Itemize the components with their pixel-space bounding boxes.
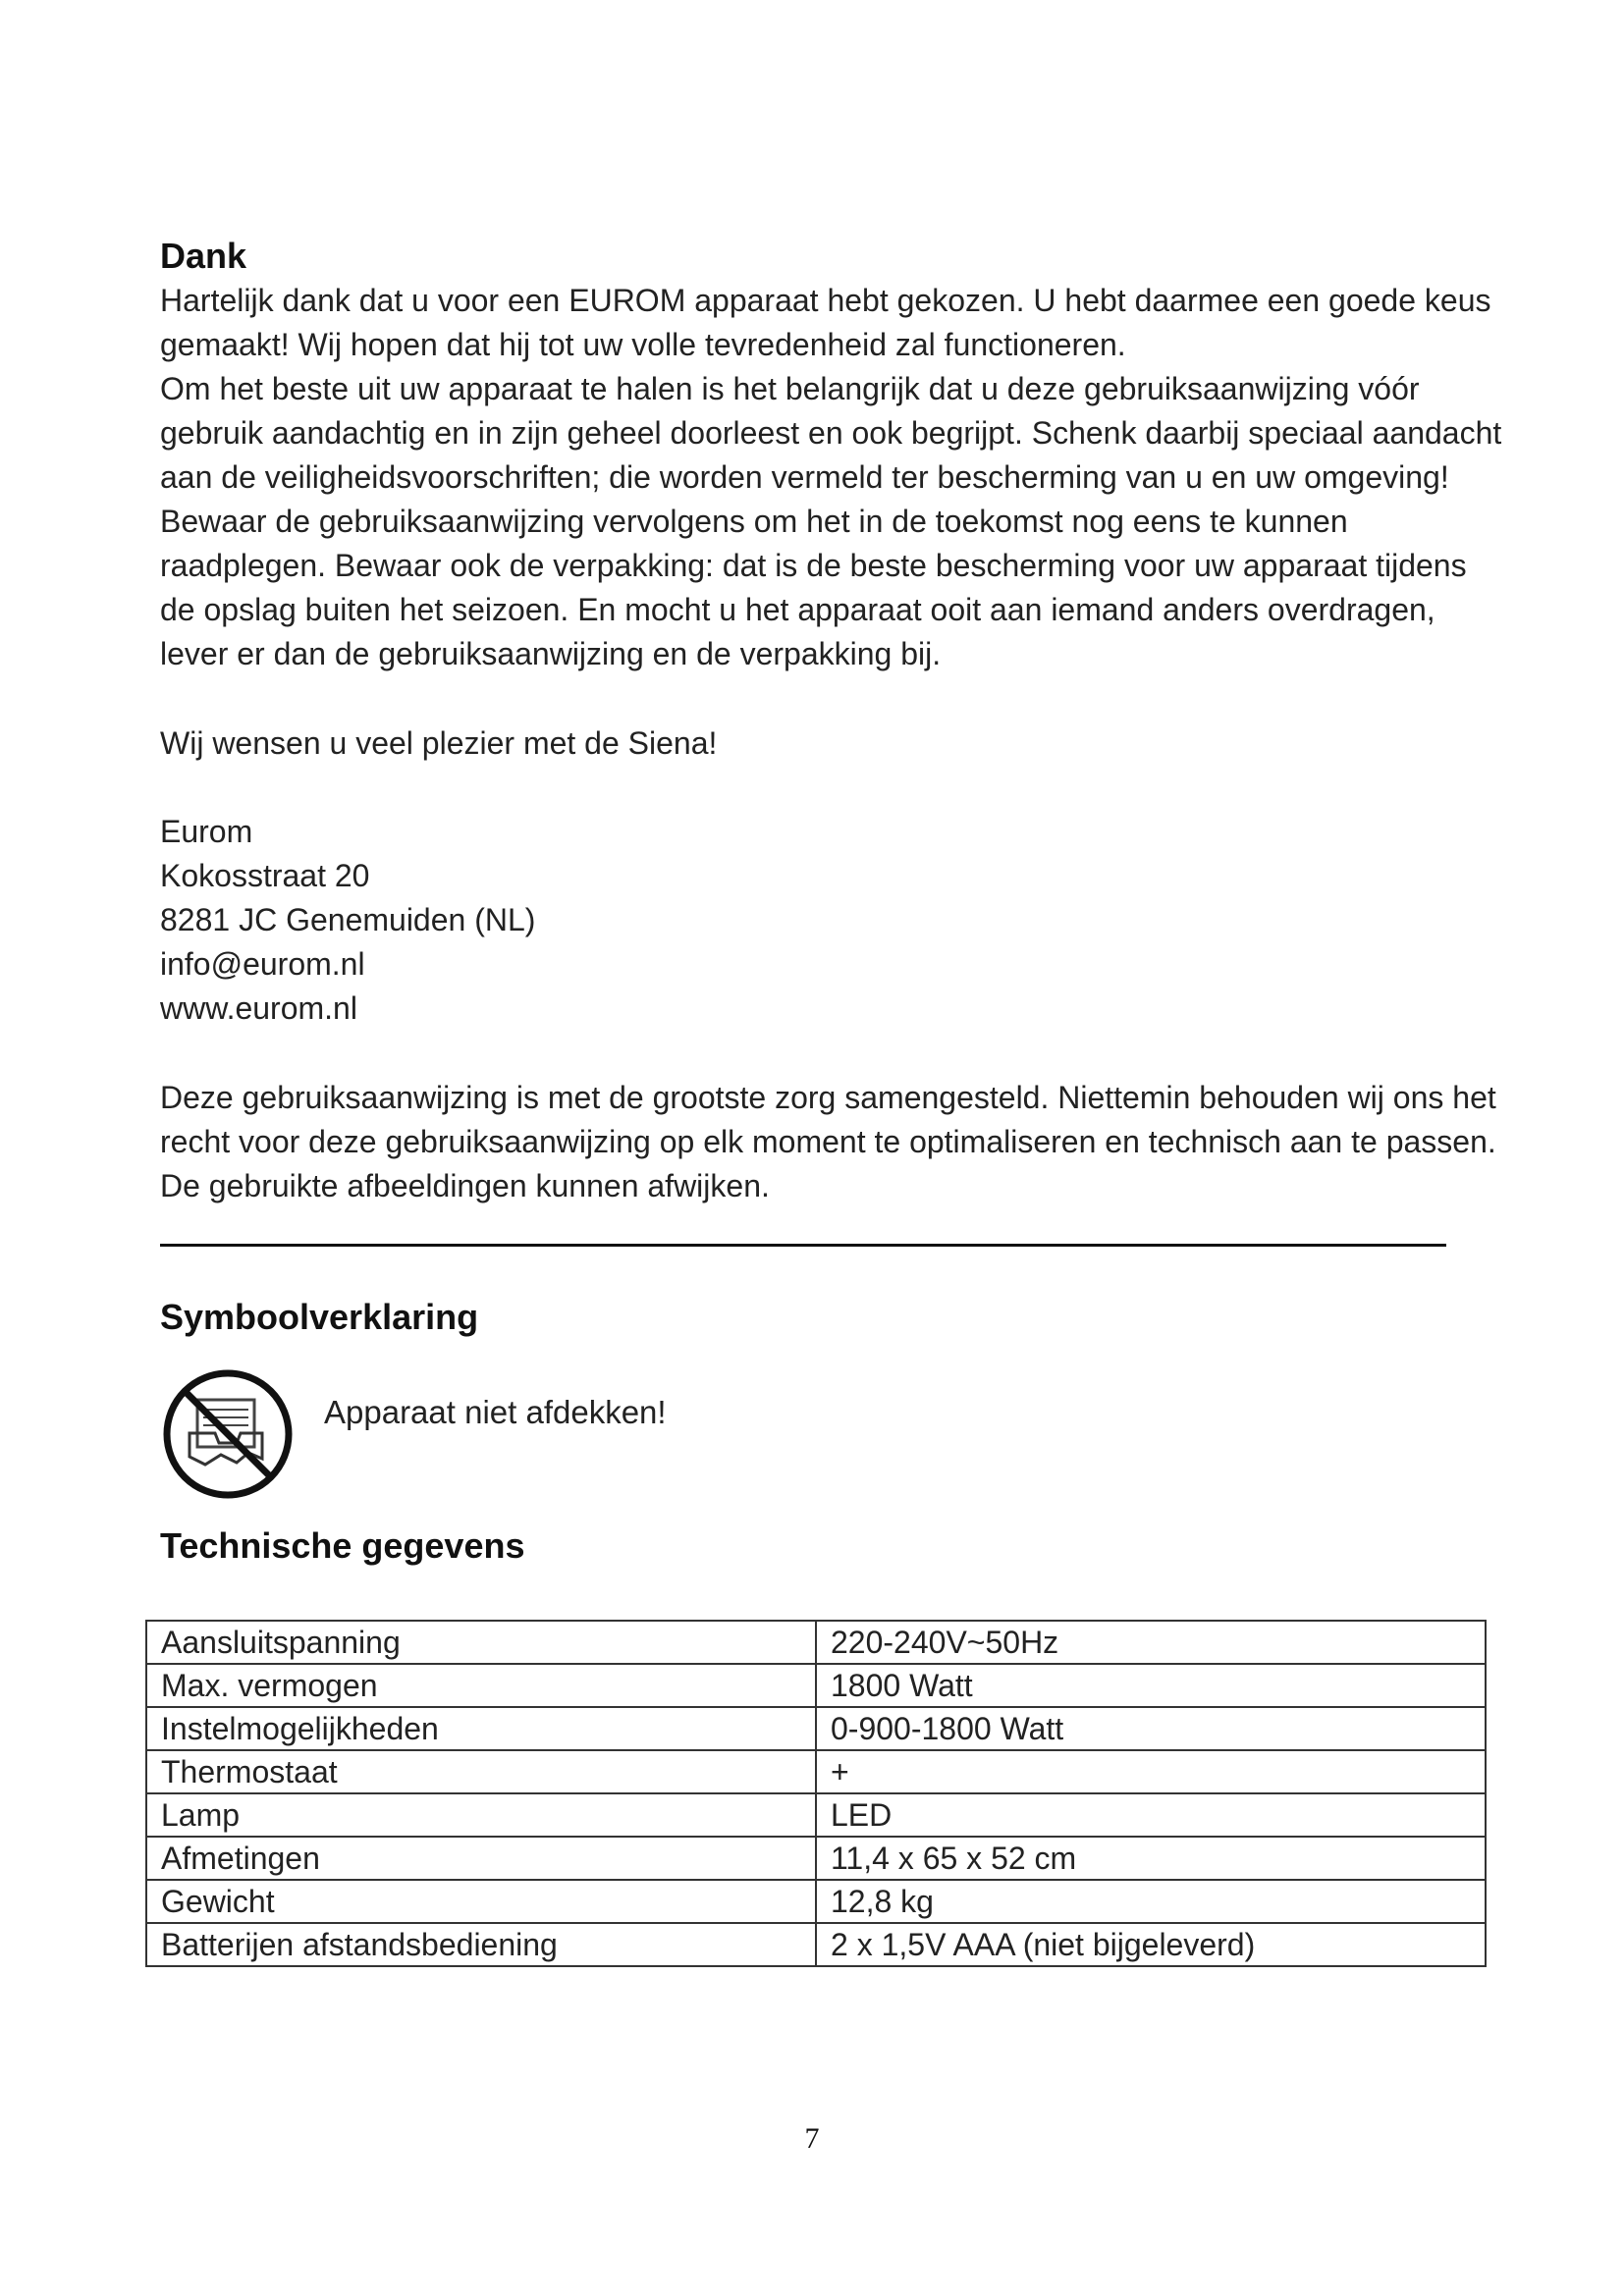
spec-label: Aansluitspanning (146, 1621, 816, 1664)
disclaimer-text: Deze gebruiksaanwijzing is met de grootste zorg samengesteld. Niettemin behouden wij ons het recht voor deze gebruiksaanwijzing op elk moment te optimaliseren en technisch aan te passen. De gebruikte afbeeldingen kunnen afwijken. (160, 1080, 1496, 1203)
table-row (146, 1707, 1486, 1750)
dank-intro-paragraph (160, 279, 1505, 676)
spec-value: 0-900-1800 Watt (816, 1707, 1486, 1750)
spec-label: Lamp (146, 1793, 816, 1837)
table-row (146, 1664, 1486, 1707)
table-row (146, 1837, 1486, 1880)
table-row (146, 1621, 1486, 1664)
dank-paragraph: Hartelijk dank dat u voor een EUROM apparaat hebt gekozen. U hebt daarmee een goede keus gemaakt! Wij hopen dat hij tot uw volle tevredenheid zal functioneren. Om het beste uit uw apparaat te halen is het belangrijk dat u deze gebruiksaanwijzing vóór gebruik aandachtig en in zijn geheel doorleest en ook begrijpt. Schenk daarbij speciaal aandacht aan de veiligheidsvoorschriften; die worden vermeld ter bescherming van u en uw omgeving! Bewaar de gebruiksaanwijzing vervolgens om het in de toekomst nog eens te kunnen raadplegen. Bewaar ook de verpakking: dat is de beste bescherming voor uw apparaat tijdens de opslag buiten het seizoen. En mocht u het apparaat ooit aan iemand anders overdragen, lever er dan de gebruiksaanwijzing en de verpakking bij. (160, 283, 1502, 671)
spec-value: 220-240V~50Hz (816, 1621, 1486, 1664)
page-number: 7 (804, 2122, 820, 2155)
spec-value: 12,8 kg (816, 1880, 1486, 1923)
spec-value: LED (816, 1793, 1486, 1837)
table-row (146, 1880, 1486, 1923)
spec-label: Gewicht (146, 1880, 816, 1923)
disclaimer-paragraph (160, 1076, 1505, 1208)
address-city: 8281 JC Genemuiden (NL) (160, 902, 536, 937)
spec-label: Afmetingen (146, 1837, 816, 1880)
address-street: Kokosstraat 20 (160, 858, 370, 893)
symbol-label-do-not-cover: Apparaat niet afdekken! (324, 1394, 667, 1430)
wish-text: Wij wensen u veel plezier met de Siena! (160, 725, 718, 761)
spec-value: 1800 Watt (816, 1664, 1486, 1707)
section-title-technical: Technische gegevens (160, 1525, 525, 1566)
address-website: www.eurom.nl (160, 990, 357, 1026)
address-company: Eurom (160, 814, 253, 849)
spec-label: Thermostaat (146, 1750, 816, 1793)
address-email: info@eurom.nl (160, 946, 365, 982)
do-not-cover-icon (160, 1366, 296, 1502)
section-title-dank: Dank (160, 236, 247, 276)
spec-value: 11,4 x 65 x 52 cm (816, 1837, 1486, 1880)
wish-paragraph (160, 721, 1505, 766)
spec-label: Batterijen afstandsbediening (146, 1923, 816, 1966)
spec-value: + (816, 1750, 1486, 1793)
section-title-symbols: Symboolverklaring (160, 1297, 479, 1337)
spec-label: Max. vermogen (146, 1664, 816, 1707)
table-row (146, 1923, 1486, 1966)
technical-specs-table (145, 1620, 1487, 1967)
company-address (160, 810, 1505, 1031)
table-row (146, 1750, 1486, 1793)
spec-label: Instelmogelijkheden (146, 1707, 816, 1750)
table-row (146, 1793, 1486, 1837)
section-divider (160, 1244, 1446, 1247)
spec-value: 2 x 1,5V AAA (niet bijgeleverd) (816, 1923, 1486, 1966)
